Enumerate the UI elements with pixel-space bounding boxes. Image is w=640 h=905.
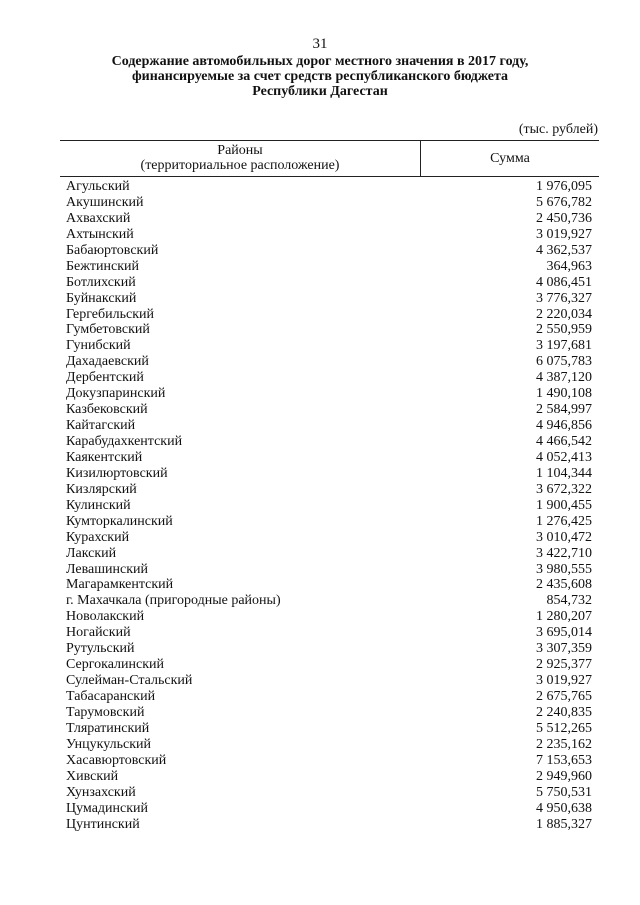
table-row xyxy=(66,801,592,817)
district-name: Докузпаринский xyxy=(66,386,166,402)
table-row xyxy=(66,211,592,227)
table-row xyxy=(66,721,592,737)
table-row xyxy=(66,338,592,354)
district-name: Кизлярский xyxy=(66,481,137,497)
title-line: Республики Дагестан xyxy=(252,84,388,99)
table-row xyxy=(66,769,592,785)
district-name: Ботлихский xyxy=(66,274,136,290)
district-name: Казбековский xyxy=(66,402,148,418)
title-line: Содержание автомобильных дорог местного значения в 2017 году, xyxy=(111,54,529,69)
table-row xyxy=(66,259,592,275)
district-name: Левашинский xyxy=(66,561,149,577)
district-name: Ногайский xyxy=(66,625,131,641)
amount-value: 1 885,327 xyxy=(536,816,592,832)
amount-value: 6 075,783 xyxy=(536,354,592,370)
district-name: Унцукульский xyxy=(66,736,152,752)
table-row xyxy=(66,577,592,593)
column-header-region-line2: (территориальное расположение) xyxy=(140,158,340,173)
district-name: Новолакский xyxy=(66,609,145,625)
amount-value: 4 950,638 xyxy=(536,800,592,816)
table-row xyxy=(66,785,592,801)
table-body xyxy=(66,179,592,832)
amount-value: 4 086,451 xyxy=(536,274,592,290)
amount-value: 4 946,856 xyxy=(536,418,592,434)
district-name: Ахвахский xyxy=(66,210,131,226)
district-name: Хивский xyxy=(66,768,119,784)
table-row xyxy=(66,753,592,769)
district-name: Табасаранский xyxy=(66,689,156,704)
district-name: Цумадинский xyxy=(66,800,149,816)
amount-value: 854,732 xyxy=(546,593,592,609)
table-row xyxy=(66,482,592,498)
district-name: Магарамкентский xyxy=(66,577,174,593)
column-header-region-line1: Районы xyxy=(217,143,263,158)
table-row xyxy=(66,466,592,482)
amount-value: 4 387,120 xyxy=(536,370,592,386)
table-row xyxy=(66,546,592,562)
amount-value: 1 976,095 xyxy=(536,179,592,194)
district-name: Гергебильский xyxy=(66,306,154,322)
district-name: Цунтинский xyxy=(66,816,140,832)
table-row xyxy=(66,179,592,195)
table-row xyxy=(66,673,592,689)
district-name: Кулинский xyxy=(66,497,131,513)
amount-value: 3 307,359 xyxy=(536,641,592,657)
table-row xyxy=(66,737,592,753)
amount-value: 3 422,710 xyxy=(536,545,592,561)
district-name: Лакский xyxy=(66,545,117,561)
district-name: Курахский xyxy=(66,529,130,545)
amount-value: 5 676,782 xyxy=(536,194,592,210)
district-name: Каякентский xyxy=(66,449,143,465)
district-name: Хасавюртовский xyxy=(66,752,167,768)
table-row xyxy=(66,275,592,291)
district-name: Дербентский xyxy=(66,370,144,386)
table-row xyxy=(66,195,592,211)
district-name: Агульский xyxy=(66,179,130,194)
amount-value: 3 197,681 xyxy=(536,338,592,354)
district-name: Кизилюртовский xyxy=(66,465,168,481)
table-row xyxy=(66,386,592,402)
amount-value: 7 153,653 xyxy=(536,752,592,768)
table-header xyxy=(60,140,599,177)
district-name: Тляратинский xyxy=(66,720,150,736)
table-row xyxy=(66,434,592,450)
amount-value: 1 280,207 xyxy=(536,609,592,625)
district-name: Сулейман-Стальский xyxy=(66,673,193,689)
district-name: Сергокалинский xyxy=(66,657,165,673)
amount-value: 2 435,608 xyxy=(536,577,592,593)
column-header-region xyxy=(60,141,421,176)
amount-value: 364,963 xyxy=(546,258,592,274)
amount-value: 4 052,413 xyxy=(536,449,592,465)
amount-value: 3 980,555 xyxy=(536,561,592,577)
district-name: Тарумовский xyxy=(66,704,145,720)
table-row xyxy=(66,593,592,609)
table-row xyxy=(66,530,592,546)
table-row xyxy=(66,514,592,530)
table-row xyxy=(66,354,592,370)
table-row xyxy=(66,498,592,514)
district-name: Ахтынский xyxy=(66,226,134,242)
district-name: Дахадаевский xyxy=(66,354,149,370)
amount-value: 3 010,472 xyxy=(536,529,592,545)
amount-value: 3 672,322 xyxy=(536,481,592,497)
table-row xyxy=(66,625,592,641)
district-name: Хунзахский xyxy=(66,784,136,800)
amount-value: 2 550,959 xyxy=(536,322,592,338)
district-name: Акушинский xyxy=(66,194,144,210)
amount-value: 4 362,537 xyxy=(536,242,592,258)
table-row xyxy=(66,562,592,578)
amount-value: 2 450,736 xyxy=(536,210,592,226)
table-row xyxy=(66,657,592,673)
amount-value: 3 019,927 xyxy=(536,673,592,689)
amount-value: 2 235,162 xyxy=(536,736,592,752)
district-name: Гумбетовский xyxy=(66,322,150,338)
column-header-sum: Сумма xyxy=(490,151,530,166)
district-name: г. Махачкала (пригородные районы) xyxy=(66,593,281,609)
amount-value: 3 695,014 xyxy=(536,625,592,641)
amount-value: 1 276,425 xyxy=(536,513,592,529)
table-row xyxy=(66,641,592,657)
district-name: Буйнакский xyxy=(66,290,137,306)
district-name: Гунибский xyxy=(66,338,131,354)
table-row xyxy=(66,307,592,323)
table-row xyxy=(66,370,592,386)
amount-value: 2 584,997 xyxy=(536,402,592,418)
district-name: Бежтинский xyxy=(66,258,140,274)
district-name: Кайтагский xyxy=(66,418,136,434)
amount-value: 3 019,927 xyxy=(536,226,592,242)
amount-value: 1 104,344 xyxy=(536,465,592,481)
units-label: (тыс. рублей) xyxy=(518,122,598,137)
amount-value: 3 776,327 xyxy=(536,290,592,306)
table-row xyxy=(66,609,592,625)
table-row xyxy=(66,322,592,338)
amount-value: 1 900,455 xyxy=(536,497,592,513)
table-row xyxy=(66,450,592,466)
district-name: Бабаюртовский xyxy=(66,242,159,258)
table-row xyxy=(66,705,592,721)
district-name: Рутульский xyxy=(66,641,135,657)
table-row xyxy=(66,227,592,243)
amount-value: 1 490,108 xyxy=(536,386,592,402)
table-row xyxy=(66,402,592,418)
amount-value: 5 512,265 xyxy=(536,720,592,736)
amount-value: 2 949,960 xyxy=(536,768,592,784)
table-row xyxy=(66,291,592,307)
amount-value: 2 675,765 xyxy=(536,689,592,704)
table-row xyxy=(66,418,592,434)
district-name: Кумторкалинский xyxy=(66,513,173,529)
title-line: финансируемые за счет средств республиканского бюджета xyxy=(131,69,509,84)
amount-value: 2 925,377 xyxy=(536,657,592,673)
table-row xyxy=(66,689,592,705)
table-row xyxy=(66,817,592,833)
amount-value: 2 220,034 xyxy=(536,306,592,322)
document-title xyxy=(60,54,580,99)
amount-value: 5 750,531 xyxy=(536,784,592,800)
table-row xyxy=(66,243,592,259)
district-name: Карабудахкентский xyxy=(66,434,183,449)
amount-value: 4 466,542 xyxy=(536,434,592,449)
amount-value: 2 240,835 xyxy=(536,704,592,720)
page-number: 31 xyxy=(312,36,328,52)
